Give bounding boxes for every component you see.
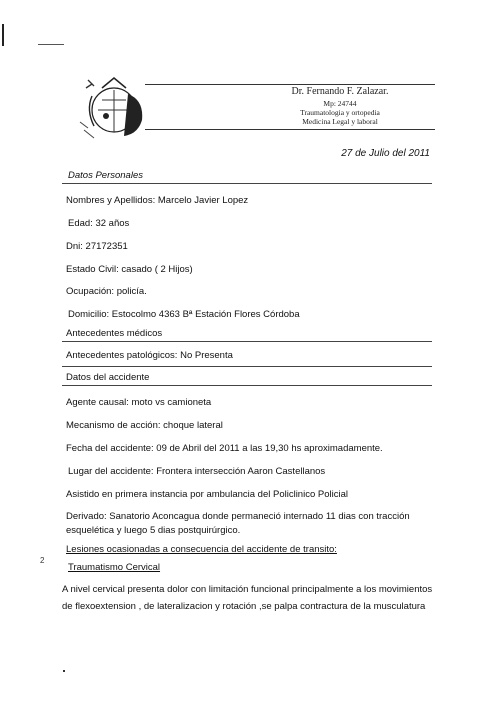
section-cervical-trauma: Traumatismo Cervical [68, 562, 161, 573]
field-address: Domicilio: Estocolmo 4363 Bª Estación Flores Córdoba [68, 309, 300, 320]
field-name: Nombres y Apellidos: Marcelo Javier Lopez [66, 195, 249, 206]
margin-mark: 2 [40, 556, 45, 565]
section-rule [62, 385, 432, 386]
doctor-name: Dr. Fernando F. Zalazar. [291, 86, 389, 97]
field-referred-line-2: esquelética y luego 5 dias postquirúrgico. [66, 525, 241, 536]
scan-artifact [63, 670, 65, 672]
scan-artifact [38, 44, 64, 45]
field-civil-status: Estado Civil: casado ( 2 Hijos) [66, 264, 193, 275]
doctor-mp: Mp: 24744 [323, 99, 357, 108]
cervical-line-1: A nivel cervical presenta dolor con limitación funcional principalmente a los movimientos [62, 584, 433, 595]
letterhead-top-rule [145, 84, 435, 85]
cervical-description [62, 581, 442, 615]
section-accident-data: Datos del accidente [66, 372, 150, 383]
section-rule [62, 366, 432, 367]
field-referred-line-1: Derivado: Sanatorio Aconcagua donde permaneció internado 11 dias con tracción [66, 511, 410, 522]
field-age: Edad: 32 años [68, 218, 130, 229]
field-first-assistance: Asistido en primera instancia por ambulancia del Policlinico Policial [66, 489, 348, 500]
section-injuries: Lesiones ocasionadas a consecuencia del accidente de transito: [66, 544, 337, 555]
cervical-line-2: de flexoextension , de lateralizacion y rotación ,se palpa contractura de la musculatura [62, 601, 426, 612]
field-accident-date: Fecha del accidente: 09 de Abril del 2011 a las 19,30 hs aproximadamente. [66, 443, 383, 454]
field-pathological-history: Antecedentes patológicos: No Presenta [66, 350, 233, 361]
letterhead [145, 84, 435, 130]
section-rule [62, 341, 432, 342]
section-rule [62, 183, 432, 184]
doctor-specialty-2: Medicina Legal y laboral [302, 117, 378, 126]
field-mechanism: Mecanismo de acción: choque lateral [66, 420, 223, 431]
field-occupation: Ocupación: policía. [66, 286, 147, 297]
letterhead-bottom-rule [145, 129, 435, 130]
document-date: 27 de Julio del 2011 [341, 148, 430, 159]
section-medical-history: Antecedentes médicos [66, 328, 163, 339]
field-causal-agent: Agente causal: moto vs camioneta [66, 397, 212, 408]
field-accident-place: Lugar del accidente: Frontera intersección Aaron Castellanos [68, 466, 326, 477]
field-dni: Dni: 27172351 [66, 241, 128, 252]
section-personal-data: Datos Personales [68, 170, 143, 181]
doctor-specialty: Traumatologia y ortopedia [300, 108, 380, 117]
scan-artifact [2, 24, 4, 46]
